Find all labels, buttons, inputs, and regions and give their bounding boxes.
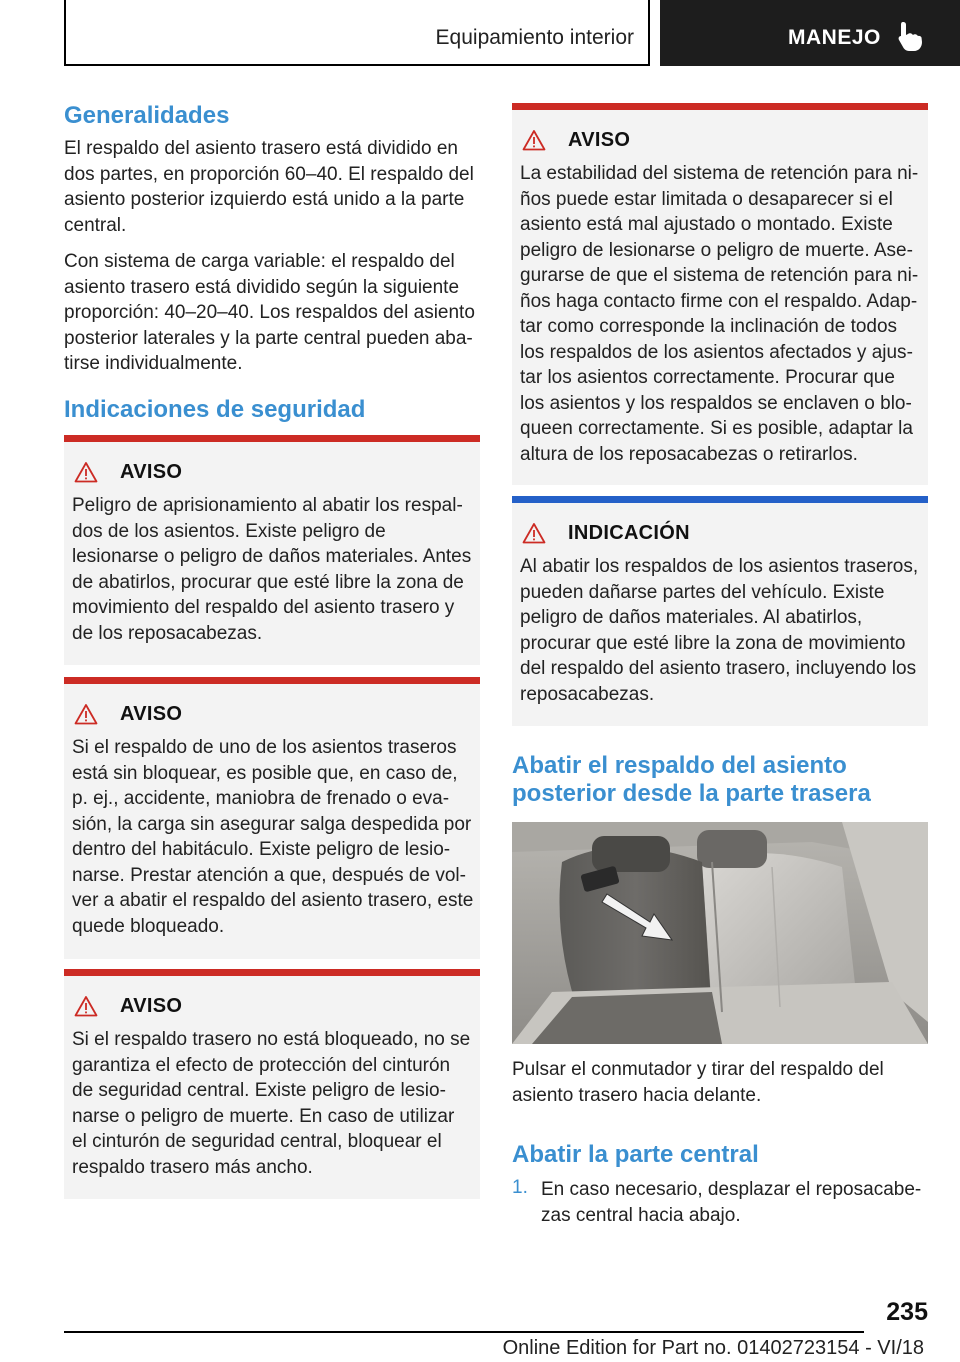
list-item: [512, 1177, 928, 1228]
warning-triangle-icon: [74, 995, 98, 1017]
steps-list: [512, 1177, 928, 1228]
header-rule-left: [64, 0, 66, 66]
warning-box-1: [64, 435, 480, 665]
warning-box-3: [64, 969, 480, 1199]
page-number: 235: [886, 1298, 928, 1326]
seguridad-heading-block: [64, 396, 480, 424]
photo-caption: Pulsar el conmutador y tirar del respaldo del asiento trasero hacia delante.: [512, 1059, 884, 1106]
notice-bar: [512, 496, 928, 503]
paragraph-1: El respaldo del asiento trasero está dividido en dos partes, en proporción 60–40. El respaldo del asiento posterior izquierdo está unido a la parte central.: [64, 138, 474, 236]
heading-seguridad: Indicaciones de seguridad: [64, 396, 366, 423]
warning-body: Peligro de aprisionamiento al abatir los respaldos de los asientos. Existe peligro de lesionarse o peligro de daños materiales. Antes de abatirlos, procurar que esté libre la zona de movimiento del respaldo del asiento trasero y de los reposacabezas.: [72, 495, 472, 644]
heading-abatir-respaldo: Abatir el respaldo del asiento posterior desde la parte trasera: [512, 752, 871, 807]
list-item-number: 1.: [512, 1177, 528, 1198]
photo-caption-block: [512, 1057, 928, 1108]
edition-note: Online Edition for Part no. 01402723154 - VI/18: [502, 1337, 924, 1359]
section-title: Equipamiento interior: [435, 26, 634, 49]
rear-seat-illustration: [512, 822, 928, 1044]
heading-abatir-central: Abatir la parte central: [512, 1141, 759, 1168]
warning-bar: [512, 103, 928, 110]
heading-generalidades: Generalidades: [64, 102, 230, 129]
rear-seat-photo: [512, 822, 928, 1044]
list-item-text: En caso necesario, desplazar el reposacabezas central hacia abajo.: [541, 1179, 922, 1226]
warning-title: AVISO: [120, 994, 183, 1017]
warning-body: Si el respaldo de uno de los asientos traseros está sin bloquear, es posible que, en caso de, p. ej., accidente, maniobra de frenado o evasión, la carga sin asegurar salga despedida por dentro del habitáculo. Existe peligro de lesionarse. Prestar atención a que, después de volver a abatir el respaldo del asiento trasero, este quede bloqueado.: [72, 737, 474, 937]
paragraph-2: Con sistema de carga variable: el respaldo del asiento trasero está dividido según la siguiente proporción: 40–20–40. Los respaldos del asiento posterior laterales y la parte central pueden abatirse individualmente.: [64, 251, 475, 374]
notice-title: INDICACIÓN: [568, 521, 690, 544]
warning-title: AVISO: [568, 128, 631, 151]
central-heading-block: [512, 1141, 928, 1169]
chapter-tab: [660, 0, 960, 66]
warning-box-2: [64, 677, 480, 959]
warning-bar: [64, 435, 480, 442]
chapter-tab-label: MANEJO: [788, 26, 881, 49]
generalidades-section: [64, 102, 480, 377]
footer-rule: [64, 1331, 864, 1333]
warning-title: AVISO: [120, 460, 183, 483]
warning-triangle-icon: [74, 461, 98, 483]
warning-box-4: [512, 103, 928, 485]
abatir-heading-block: [512, 752, 928, 808]
warning-bar: [64, 677, 480, 684]
warning-bar: [64, 969, 480, 976]
hand-pointer-icon: [896, 20, 924, 54]
warning-body: La estabilidad del sistema de retención para niños puede estar limitada o desaparecer si el asiento está mal ajustado o montado. Existe peligro de lesionarse o peligro de muerte. Asegurarse de que el sistema de retención para niños haga contacto firme con el respaldo. Adaptar como corresponde la inclinación de todos los respaldos de los asientos afectados y ajustar los asientos correctamente. Procurar que los asientos y los respaldos se enclaven o bloqueen correctamente. Si es posible, adaptar la altura de los reposacabezas o retirarlos.: [520, 163, 919, 465]
warning-triangle-icon: [522, 129, 546, 151]
header-rule-mid: [648, 0, 650, 66]
warning-triangle-icon: [74, 703, 98, 725]
notice-box: [512, 496, 928, 726]
warning-title: AVISO: [120, 702, 183, 725]
warning-triangle-icon: [522, 522, 546, 544]
warning-body: Si el respaldo trasero no está bloqueado, no se garantiza el efecto de protección del cinturón de seguridad central. Existe peligro de lesionarse o peligro de muerte. En caso de utilizar el cinturón de seguridad central, bloquear el respaldo trasero más ancho.: [72, 1029, 471, 1178]
notice-body: Al abatir los respaldos de los asientos traseros, pueden dañarse partes del vehículo. Existe peligro de daños materiales. Al abatirlos, procurar que esté libre la zona de movimiento del respaldo del asiento trasero, incluyendo los reposacabezas.: [520, 556, 919, 705]
header-underline: [64, 64, 650, 66]
